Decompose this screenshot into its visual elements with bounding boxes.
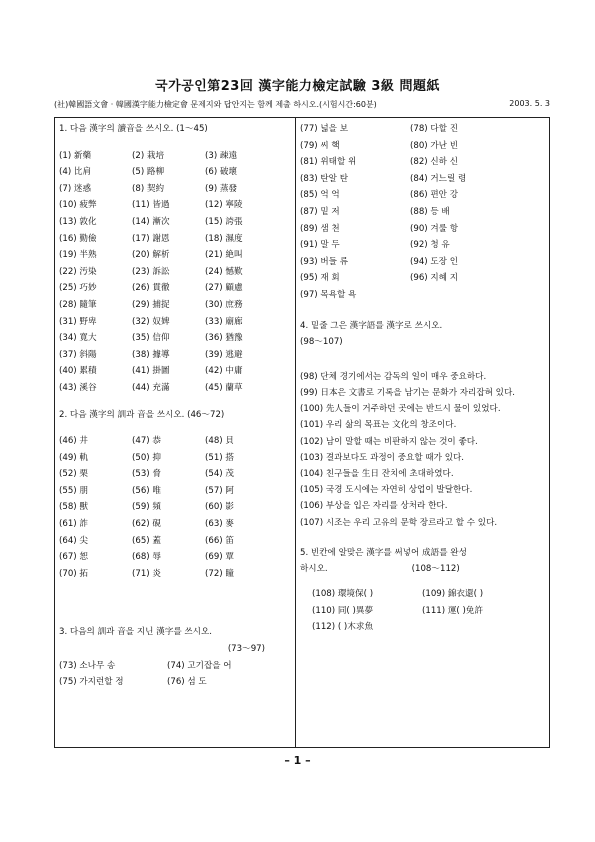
question-item: (95) 재 회 [300,273,340,284]
question-item: (6) 破壞 [205,167,238,178]
question-item: (81) 위태할 위 [300,157,357,168]
question-item: (96) 지혜 지 [410,273,459,284]
question-item: (21) 絶叫 [205,250,243,261]
question-item: (53) 脅 [132,469,161,480]
question-item: (92) 청 유 [410,240,450,251]
question-item: (29) 捕捉 [132,299,170,310]
question-item: (46) 井 [59,436,88,447]
question-item: (3) 疎遠 [205,150,238,161]
question-item: (64) 尖 [59,535,88,546]
left-column [59,121,291,691]
exam-info [54,99,550,110]
question-item: (17) 謝恩 [132,233,170,244]
question-item: (26) 貫徹 [132,283,170,294]
question-item: (69) 覃 [205,552,234,563]
question-item: (13) 敦化 [59,216,97,227]
question-item: (75) 가지런할 정 [59,677,124,688]
item-row [59,214,291,231]
question-item: (20) 解析 [132,250,170,261]
item-row [59,433,291,450]
item-row [312,603,546,620]
question-item: (50) 抑 [132,452,161,463]
item-row [300,171,546,188]
write-hanja-items-continued [300,121,546,304]
sentence-item: (103) 결과보다도 과정이 중요할 때가 있다. [300,452,465,463]
item-row [59,549,291,566]
question-item: (111) 運( )免許 [422,605,484,616]
question-item: (32) 奴婢 [132,316,170,327]
question-item: (52) 栗 [59,469,88,480]
question-5-heading-cont: 하시오. (108～112) [300,561,546,578]
item-row [59,658,291,675]
question-item: (109) 錦衣還( ) [422,588,484,599]
sentence-item: (106) 부상을 입은 자리를 상처라 한다. [300,501,448,512]
question-item: (24) 憾歎 [205,266,243,277]
exam-date: 2003. 5. 3 [509,99,550,108]
sentence-item: (100) 先人들이 거주하던 곳에는 반드시 물이 있었다. [300,404,501,415]
sentence-item: (98) 단체 경기에서는 감독의 일이 매우 중요하다. [300,371,487,382]
question-item: (38) 據導 [132,349,170,360]
reading-items [59,148,291,397]
right-column [300,121,546,636]
question-item: (54) 茂 [205,469,234,480]
question-item: (62) 硯 [132,519,161,530]
question-item: (28) 隨筆 [59,299,97,310]
question-item: (2) 栽培 [132,150,165,161]
item-row [59,566,291,583]
sentence-item: (99) 日本은 文書로 기록을 남기는 문화가 자리잡혀 있다. [300,387,515,398]
question-2-heading: 2. 다음 漢字의 訓과 音을 쓰시오. (46～72) [59,409,225,420]
item-row [59,231,291,248]
item-row [59,280,291,297]
item-row [59,674,291,691]
question-item: (39) 逃避 [205,349,243,360]
question-item: (73) 소나무 송 [59,660,116,671]
question-item: (33) 廟廊 [205,316,243,327]
question-3-heading: 3. 다음의 訓과 音을 지닌 漢字를 쓰시오. [59,627,213,638]
item-row [59,466,291,483]
question-item: (80) 가난 빈 [410,140,459,151]
question-1-heading: 1. 다음 漢字의 讀音을 쓰시오. (1～45) [59,124,208,134]
item-row [59,499,291,516]
question-item: (79) 씨 핵 [300,140,340,151]
item-row [59,483,291,500]
question-item: (5) 路柳 [132,167,165,178]
question-item: (35) 信仰 [132,333,170,344]
question-item: (19) 半熟 [59,250,97,261]
item-row [300,154,546,171]
question-item: (41) 掛圖 [132,366,170,377]
question-item: (57) 阿 [205,485,234,496]
question-item: (61) 詐 [59,519,88,530]
item-row [59,148,291,165]
question-item: (34) 寬大 [59,333,97,344]
question-item: (22) 汚染 [59,266,97,277]
page-title: 국가공인第23回 漢字能力檢定試驗 3級 問題紙 [155,79,440,94]
question-item: (87) 밑 저 [300,206,340,217]
item-row [300,237,546,254]
item-row [300,221,546,238]
question-item: (43) 溪谷 [59,382,97,393]
meaning-items [59,433,291,582]
page-number: – 1 – [284,754,311,767]
item-row [312,619,546,636]
item-row [59,380,291,397]
question-item: (16) 勤儉 [59,233,97,244]
question-item: (71) 炎 [132,568,161,579]
question-3-range: (73～97) [227,644,265,655]
question-item: (36) 猶豫 [205,333,243,344]
question-item: (58) 獸 [59,502,88,513]
item-row [59,181,291,198]
question-item: (7) 迷惑 [59,183,92,194]
organization-line: (社)韓國語文會 · 韓國漢字能力檢定會 문제지와 답안지는 함께 제출 하시오.(시험시간:60분) [54,100,377,109]
question-item: (78) 다할 진 [410,124,459,134]
question-item: (82) 신하 신 [410,157,459,168]
sentence-items [300,369,546,531]
item-row [59,347,291,364]
question-5-heading: 5. 빈칸에 알맞은 漢字를 써넣어 成語를 완성 [300,547,467,558]
question-item: (31) 野卑 [59,316,97,327]
item-row [59,330,291,347]
item-row [59,197,291,214]
question-item: (14) 漸次 [132,216,170,227]
item-row [300,287,546,304]
question-5-range: (108～112) [411,564,460,575]
question-item: (11) 皆過 [132,200,170,211]
question-item: (56) 唯 [132,485,161,496]
question-item: (97) 목욕할 욕 [300,289,357,300]
idiom-items [300,586,546,636]
question-item: (63) 麥 [205,519,234,530]
sentence-item: (101) 우리 삶의 목표는 文化의 창조이다. [300,420,457,431]
question-item: (91) 말 두 [300,240,340,251]
question-item: (68) 辱 [132,552,161,563]
question-item: (89) 샘 천 [300,223,340,234]
question-item: (15) 誇張 [205,216,243,227]
item-row [300,121,546,138]
item-row [300,187,546,204]
sentence-item: (107) 시조는 우리 고유의 문학 장르라고 할 수 있다. [300,517,498,528]
item-row [59,164,291,181]
question-item: (85) 억 억 [300,190,340,201]
question-item: (90) 겨룰 항 [410,223,459,234]
question-item: (9) 蒸發 [205,183,238,194]
question-item: (55) 朋 [59,485,88,496]
question-item: (74) 고기잡을 어 [167,660,232,671]
question-item: (70) 拓 [59,568,88,579]
sentence-item: (104) 친구들을 生日 잔치에 초대하였다. [300,468,454,479]
question-item: (84) 거느릴 령 [410,173,467,184]
item-row [59,533,291,550]
question-item: (25) 巧妙 [59,283,97,294]
item-row [312,586,546,603]
question-4-range: (98～107) [300,337,343,348]
item-row [59,264,291,281]
question-item: (88) 등 배 [410,206,450,217]
question-item: (1) 新藥 [59,150,92,161]
question-item: (49) 軌 [59,452,88,463]
question-item: (67) 恕 [59,552,88,563]
question-item: (77) 넓을 보 [300,124,349,134]
item-row [59,247,291,264]
item-row [59,314,291,331]
item-row [300,270,546,287]
question-item: (83) 탄알 탄 [300,173,349,184]
sentence-item: (105) 국경 도시에는 자연히 상업이 발달한다. [300,485,473,496]
item-row [59,297,291,314]
question-item: (44) 充滿 [132,382,170,393]
column-divider [295,117,296,748]
question-item: (37) 斜陽 [59,349,97,360]
question-item: (66) 笛 [205,535,234,546]
question-item: (18) 濕度 [205,233,243,244]
item-row [300,254,546,271]
item-row [300,138,546,155]
question-item: (47) 恭 [132,436,161,447]
question-item: (108) 環境保( ) [312,588,374,599]
question-4-heading: 4. 밑줄 그은 漢字語를 漢字로 쓰시오. [300,320,443,331]
question-item: (12) 寧陵 [205,200,243,211]
question-item: (42) 中庸 [205,366,243,377]
question-item: (51) 搭 [205,452,234,463]
write-hanja-items [59,658,291,691]
question-item: (86) 편안 강 [410,190,459,201]
item-row [59,516,291,533]
question-item: (60) 影 [205,502,234,513]
question-item: (94) 도장 인 [410,256,459,267]
question-item: (48) 貝 [205,436,234,447]
sentence-item: (102) 남이 말할 때는 비판하지 않는 것이 좋다. [300,436,478,447]
question-item: (110) 同( )異夢 [312,605,374,616]
item-row [59,450,291,467]
question-item: (8) 契約 [132,183,165,194]
item-row [300,204,546,221]
item-row [59,363,291,380]
question-item: (45) 蘭草 [205,382,243,393]
question-item: (76) 섬 도 [167,677,207,688]
question-item: (112) ( )木求魚 [312,622,374,633]
question-item: (23) 訴訟 [132,266,170,277]
question-item: (27) 顧慮 [205,283,243,294]
question-item: (72) 瞳 [205,568,234,579]
question-item: (4) 比肩 [59,167,92,178]
question-item: (10) 疲弊 [59,200,97,211]
question-item: (59) 頻 [132,502,161,513]
question-item: (65) 蓋 [132,535,161,546]
question-item: (40) 累積 [59,366,97,377]
question-item: (93) 버들 류 [300,256,349,267]
question-item: (30) 庶務 [205,299,243,310]
